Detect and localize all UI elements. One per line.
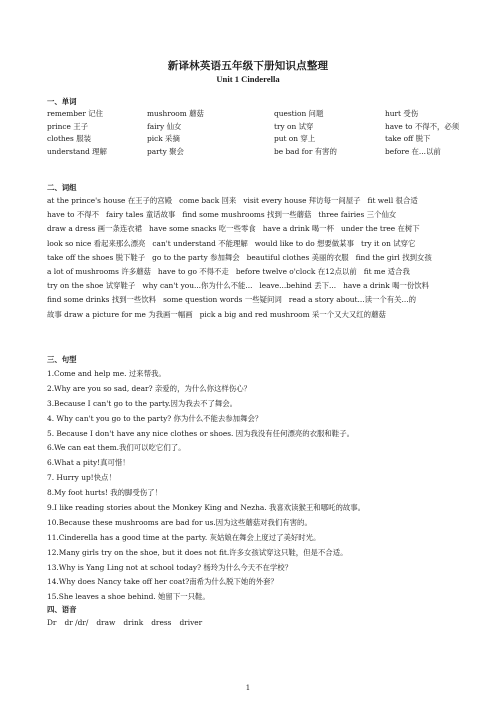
vocab-cell: pick 采摘: [147, 134, 180, 143]
page-number: 1: [245, 684, 251, 692]
section-heading-phrases: 二、词组: [47, 183, 77, 192]
phrase-item: try it on 试穿它: [360, 238, 416, 248]
vocab-cell: put on 穿上: [274, 134, 316, 143]
phrase-item: take off the shoes 脱下鞋子: [47, 252, 146, 262]
phrase-item: have a drink 喝一杯: [262, 224, 334, 234]
sentence-item: 5. Because I don't have any nice clothes or shoes. 因为我没有任何漂亮的衣服和鞋子。: [47, 428, 354, 438]
section-heading-sentences: 三、句型: [47, 355, 77, 364]
sentence-item: 11.Cinderella has a good time at the party. 灰姑娘在舞会上度过了美好时光。: [47, 532, 321, 542]
vocab-cell: have to 不得不，必须: [385, 121, 460, 131]
phrase-item: fit me 适合我: [363, 266, 410, 276]
phrase-item: read a story about...读一个有关...的: [288, 295, 416, 305]
vocab-cell: understand 理解: [47, 146, 107, 156]
phrase-item: look so nice 看起来那么漂亮: [47, 238, 146, 248]
phrase-item: at the prince's house 在王子的宫殿: [47, 196, 173, 205]
phrase-item: find some drinks 找到一些饮料: [47, 295, 157, 305]
phrase-item: find some mushrooms 找到一些蘑菇: [182, 210, 312, 220]
phrase-item: why can't you...你为什么不能...: [142, 281, 253, 291]
phrase-item: some question words 一些疑问词: [163, 295, 282, 305]
sentence-list: [47, 368, 467, 606]
vocab-cell: try on 试穿: [274, 121, 314, 131]
phrase-item: find the girl 找到女孩: [355, 252, 432, 262]
sentence-item: 1.Come and help me. 过来帮我。: [47, 369, 166, 378]
sentence-item: 3.Because I can't go to the party.因为我去不了舞会。: [47, 398, 238, 408]
vocab-cell: clothes 服装: [47, 134, 91, 143]
vocab-row: [47, 121, 460, 134]
sentence-item: 7. Hurry up!快点！: [47, 473, 116, 483]
phrase-item: have a drink 喝一份饮料: [343, 281, 430, 291]
phrase-item: fairy tales 童话故事: [106, 210, 176, 220]
sentence-item: 8.My foot hurts! 我的脚受伤了！: [47, 488, 162, 498]
phrase-item: have to go 不得不走: [157, 266, 229, 276]
phonics-item: dress: [151, 618, 172, 627]
phrase-item: leave...behind 丢下...: [259, 281, 337, 291]
phonics-item: drink: [123, 618, 144, 627]
phrase-line: [47, 266, 457, 280]
phonics-line: [47, 618, 202, 627]
phrase-line: [47, 209, 457, 223]
sentence-item: 14.Why does Nancy take off her coat?南希为什么脱下她的外套？: [47, 577, 278, 587]
sentence-item: 6.We can eat them.我们可以吃它们了。: [47, 443, 186, 453]
vocab-cell: question 问题: [274, 109, 324, 118]
phrase-item: three fairies 三个仙女: [318, 210, 397, 220]
phrase-item: draw a dress 画一条连衣裙: [47, 224, 143, 234]
vocab-row: [47, 146, 457, 159]
phonics-item: Dr: [47, 618, 57, 627]
phonics-item: driver: [179, 618, 203, 627]
phrase-line: [47, 294, 457, 308]
vocab-cell: fairy 仙女: [147, 121, 182, 131]
phrase-item: have to 不得不: [47, 210, 100, 220]
phrase-item: 故事 draw a picture for me 为我画一幅画: [47, 309, 193, 319]
sentence-item: 9.I like reading stories about the Monkey King and Nezha. 我喜欢读猴王和哪吒的故事。: [47, 503, 366, 513]
sentence-item: 4. Why can't you go to the party? 你为什么不能去参加舞会？: [47, 413, 263, 423]
phrase-item: under the tree 在树下: [340, 224, 420, 234]
phrase-list: [47, 195, 457, 323]
vocab-row: [47, 108, 457, 121]
phrase-line: [47, 280, 457, 294]
phrase-line: [47, 195, 457, 209]
vocab-grid: [47, 108, 460, 158]
page-title: 新译林英语五年级下册知识点整理: [167, 60, 329, 72]
vocab-cell: mushroom 蘑菇: [147, 109, 204, 118]
phrase-item: try on the shoe 试穿鞋子: [47, 281, 136, 291]
vocab-cell: remember 记住: [47, 109, 104, 118]
sentence-item: 10.Because these mushrooms are bad for us.因为这些蘑菇对我们有害的。: [47, 517, 312, 527]
vocab-cell: before 在...以前: [385, 146, 441, 156]
phrase-line: [47, 309, 457, 323]
phonics-item: draw: [96, 618, 116, 627]
section-heading-vocab: 一、单词: [47, 97, 77, 106]
section-heading-phonics: 四、语音: [47, 605, 77, 614]
vocab-cell: party 聚会: [147, 146, 184, 156]
vocab-row: [47, 133, 457, 146]
vocab-cell: be bad for 有害的: [274, 146, 337, 156]
phrase-item: before twelve o'clock 在12点以前: [235, 266, 357, 276]
sentence-item: 13.Why is Yang Ling not at school today? 杨玲为什么今天不在学校？: [47, 562, 293, 572]
sentence-item: 15.She leaves a shoe behind. 她留下一只鞋。: [47, 592, 210, 602]
vocab-cell: take off 脱下: [385, 134, 431, 143]
phrase-item: pick a big and red mushroom 采一个又大又红的蘑菇: [199, 309, 386, 319]
sentence-item: 6.What a pity!真可惜！: [47, 458, 130, 468]
phrase-item: beautiful clothes 美丽的衣服: [246, 252, 349, 262]
phrase-item: go to the party 参加舞会: [152, 252, 240, 262]
sentence-item: 2.Why are you so sad, dear? 亲爱的，为什么你这样伤心？: [47, 383, 251, 393]
phrase-line: [47, 238, 457, 252]
phrase-item: fit well 很合适: [367, 196, 418, 205]
vocab-cell: prince 王子: [47, 121, 89, 131]
phrase-item: have some snacks 吃一些零食: [149, 224, 256, 234]
phrase-item: would like to do 想要做某事: [254, 238, 354, 248]
phrase-item: can't understand 不能理解: [152, 238, 248, 248]
phrase-line: [47, 252, 457, 266]
unit-subtitle: Unit 1 Cinderella: [216, 74, 280, 84]
phrase-line: [47, 223, 457, 237]
phrase-item: visit every house 拜访每一间屋子: [243, 196, 361, 205]
phonics-item: dr /dr/: [64, 618, 89, 627]
phrase-item: come back 回来: [179, 196, 237, 205]
phrase-item: a lot of mushrooms 许多蘑菇: [47, 266, 151, 276]
sentence-item: 12.Many girls try on the shoe, but it does not fit.许多女孩试穿这只鞋，但是不合适。: [47, 547, 348, 557]
vocab-cell: hurt 受伤: [385, 109, 419, 118]
